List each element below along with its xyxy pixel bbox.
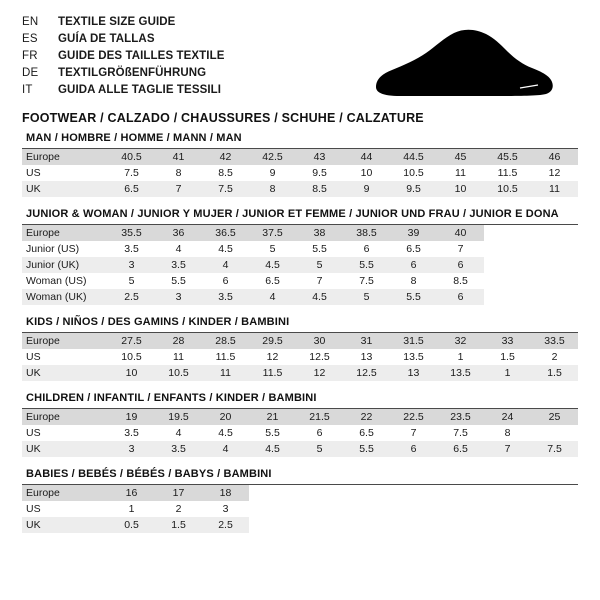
cell: 21 — [249, 409, 296, 425]
cell: 11 — [155, 349, 202, 365]
cell: 7 — [484, 441, 531, 457]
cell: 36.5 — [202, 225, 249, 241]
section-children — [22, 392, 578, 457]
cell: 11.5 — [484, 165, 531, 181]
cell: 1 — [437, 349, 484, 365]
cell: 2.5 — [108, 289, 155, 305]
cell: 6 — [390, 257, 437, 273]
cell: 9.5 — [296, 165, 343, 181]
cell: 35.5 — [108, 225, 155, 241]
cell: 12 — [249, 349, 296, 365]
cell — [249, 501, 296, 517]
cell — [484, 501, 531, 517]
row-label: US — [22, 349, 108, 365]
cell: 11 — [531, 181, 578, 197]
table-row — [22, 501, 578, 517]
row-label: US — [22, 425, 108, 441]
table-row — [22, 485, 578, 501]
row-label: Europe — [22, 485, 108, 501]
cell: 13 — [343, 349, 390, 365]
cell — [531, 225, 578, 241]
cell — [343, 501, 390, 517]
table-row — [22, 241, 578, 257]
cell — [484, 257, 531, 273]
size-table — [22, 225, 578, 305]
cell: 45.5 — [484, 149, 531, 165]
cell: 17 — [155, 485, 202, 501]
cell: 7 — [155, 181, 202, 197]
cell: 41 — [155, 149, 202, 165]
row-label: UK — [22, 441, 108, 457]
cell: 10 — [437, 181, 484, 197]
cell: 7.5 — [108, 165, 155, 181]
table-row — [22, 181, 578, 197]
cell: 11 — [437, 165, 484, 181]
cell: 3.5 — [108, 425, 155, 441]
cell: 6 — [343, 241, 390, 257]
cell: 3 — [108, 441, 155, 457]
cell — [484, 485, 531, 501]
cell: 10 — [108, 365, 155, 381]
cell: 5 — [343, 289, 390, 305]
cell: 9.5 — [390, 181, 437, 197]
cell: 22.5 — [390, 409, 437, 425]
section-title: JUNIOR & WOMAN / JUNIOR Y MUJER / JUNIOR ET FEMME / JUNIOR UND FRAU / JUNIOR E DONA — [22, 208, 578, 225]
cell: 24 — [484, 409, 531, 425]
cell: 20 — [202, 409, 249, 425]
cell: 13 — [390, 365, 437, 381]
document-header — [22, 14, 578, 125]
cell — [343, 485, 390, 501]
cell: 7.5 — [202, 181, 249, 197]
cell: 6.5 — [390, 241, 437, 257]
cell: 6 — [437, 257, 484, 273]
language-code: IT — [22, 84, 33, 96]
category-line: FOOTWEAR / CALZADO / CHAUSSURES / SCHUHE / CALZATURE — [22, 111, 424, 125]
section-man — [22, 132, 578, 197]
cell — [484, 225, 531, 241]
table-row — [22, 425, 578, 441]
cell: 11.5 — [249, 365, 296, 381]
cell: 12.5 — [343, 365, 390, 381]
row-label: Europe — [22, 225, 108, 241]
row-label: UK — [22, 181, 108, 197]
cell: 5.5 — [343, 257, 390, 273]
cell: 7 — [390, 425, 437, 441]
table-row — [22, 165, 578, 181]
cell: 6.5 — [343, 425, 390, 441]
cell: 4.5 — [202, 241, 249, 257]
cell: 12.5 — [296, 349, 343, 365]
cell — [531, 289, 578, 305]
cell: 7 — [437, 241, 484, 257]
cell: 7.5 — [343, 273, 390, 289]
section-title: MAN / HOMBRE / HOMME / MANN / MAN — [22, 132, 578, 149]
table-row — [22, 441, 578, 457]
cell — [390, 485, 437, 501]
table-row — [22, 333, 578, 349]
cell — [390, 517, 437, 533]
cell: 11 — [202, 365, 249, 381]
table-row — [22, 289, 578, 305]
cell: 39 — [390, 225, 437, 241]
language-code: EN — [22, 16, 39, 28]
cell: 38.5 — [343, 225, 390, 241]
size-table — [22, 333, 578, 381]
cell: 45 — [437, 149, 484, 165]
cell: 2.5 — [202, 517, 249, 533]
cell: 8.5 — [437, 273, 484, 289]
cell: 8 — [390, 273, 437, 289]
language-title: GUIDE DES TAILLES TEXTILE — [58, 50, 225, 62]
cell — [437, 517, 484, 533]
language-title: TEXTILE SIZE GUIDE — [58, 16, 176, 28]
language-code: FR — [22, 50, 38, 62]
cell — [484, 273, 531, 289]
table-row — [22, 365, 578, 381]
cell: 3.5 — [108, 241, 155, 257]
section-title: CHILDREN / INFANTIL / ENFANTS / KINDER / BAMBINI — [22, 392, 578, 409]
cell: 7 — [296, 273, 343, 289]
cell: 33 — [484, 333, 531, 349]
cell: 5.5 — [249, 425, 296, 441]
cell: 40.5 — [108, 149, 155, 165]
cell: 9 — [249, 165, 296, 181]
cell: 31.5 — [390, 333, 437, 349]
dress-shoe-icon — [370, 24, 560, 102]
row-label: US — [22, 501, 108, 517]
size-table — [22, 485, 578, 533]
cell: 5.5 — [390, 289, 437, 305]
cell: 10 — [343, 165, 390, 181]
cell: 22 — [343, 409, 390, 425]
cell: 4 — [249, 289, 296, 305]
cell: 6.5 — [108, 181, 155, 197]
cell — [296, 485, 343, 501]
cell: 21.5 — [296, 409, 343, 425]
cell: 1 — [484, 365, 531, 381]
cell: 1.5 — [155, 517, 202, 533]
cell: 46 — [531, 149, 578, 165]
cell: 4.5 — [296, 289, 343, 305]
cell — [484, 517, 531, 533]
cell: 12 — [296, 365, 343, 381]
language-title: GUÍA DE TALLAS — [58, 33, 155, 45]
cell: 42.5 — [249, 149, 296, 165]
cell: 28 — [155, 333, 202, 349]
cell: 7.5 — [437, 425, 484, 441]
row-label: Europe — [22, 149, 108, 165]
cell: 33.5 — [531, 333, 578, 349]
cell — [484, 241, 531, 257]
table-row — [22, 225, 578, 241]
cell: 30 — [296, 333, 343, 349]
cell: 6 — [296, 425, 343, 441]
cell: 13.5 — [437, 365, 484, 381]
cell: 8 — [484, 425, 531, 441]
cell: 3 — [155, 289, 202, 305]
cell: 29.5 — [249, 333, 296, 349]
cell: 0.5 — [108, 517, 155, 533]
cell: 5.5 — [296, 241, 343, 257]
cell: 10.5 — [108, 349, 155, 365]
cell: 5 — [296, 441, 343, 457]
cell: 3 — [202, 501, 249, 517]
cell: 38 — [296, 225, 343, 241]
cell: 28.5 — [202, 333, 249, 349]
cell: 4 — [202, 257, 249, 273]
cell: 32 — [437, 333, 484, 349]
cell: 37.5 — [249, 225, 296, 241]
cell: 4 — [155, 241, 202, 257]
language-title: GUIDA ALLE TAGLIE TESSILI — [58, 84, 222, 96]
section-babies — [22, 468, 578, 533]
cell — [531, 485, 578, 501]
cell: 8.5 — [202, 165, 249, 181]
cell — [437, 485, 484, 501]
cell: 2 — [155, 501, 202, 517]
cell: 4 — [202, 441, 249, 457]
size-sections — [22, 132, 578, 533]
cell — [343, 517, 390, 533]
cell: 5 — [296, 257, 343, 273]
cell: 7.5 — [531, 441, 578, 457]
cell: 44.5 — [390, 149, 437, 165]
cell: 3.5 — [155, 257, 202, 273]
row-label: Europe — [22, 333, 108, 349]
cell: 18 — [202, 485, 249, 501]
cell: 43 — [296, 149, 343, 165]
cell — [531, 257, 578, 273]
cell: 23.5 — [437, 409, 484, 425]
cell: 16 — [108, 485, 155, 501]
table-row — [22, 257, 578, 273]
cell — [296, 501, 343, 517]
row-label: Woman (UK) — [22, 289, 108, 305]
cell: 12 — [531, 165, 578, 181]
cell: 31 — [343, 333, 390, 349]
row-label: UK — [22, 517, 108, 533]
cell: 42 — [202, 149, 249, 165]
cell: 19 — [108, 409, 155, 425]
cell: 27.5 — [108, 333, 155, 349]
section-title: BABIES / BEBÉS / BÉBÉS / BABYS / BAMBINI — [22, 468, 578, 485]
table-row — [22, 349, 578, 365]
cell — [531, 517, 578, 533]
cell — [249, 517, 296, 533]
cell: 4 — [155, 425, 202, 441]
table-row — [22, 409, 578, 425]
row-label: Junior (UK) — [22, 257, 108, 273]
size-table — [22, 149, 578, 197]
cell: 3.5 — [155, 441, 202, 457]
cell: 3 — [108, 257, 155, 273]
cell: 10.5 — [155, 365, 202, 381]
language-code: ES — [22, 33, 38, 45]
cell: 6 — [202, 273, 249, 289]
cell — [531, 273, 578, 289]
cell — [437, 501, 484, 517]
cell — [390, 501, 437, 517]
section-title: KIDS / NIÑOS / DES GAMINS / KINDER / BAMBINI — [22, 316, 578, 333]
language-title: TEXTILGRÖßENFÜHRUNG — [58, 67, 207, 79]
cell: 5.5 — [343, 441, 390, 457]
cell: 5 — [249, 241, 296, 257]
cell: 2 — [531, 349, 578, 365]
cell: 6.5 — [437, 441, 484, 457]
cell: 1 — [108, 501, 155, 517]
row-label: UK — [22, 365, 108, 381]
cell: 8.5 — [296, 181, 343, 197]
section-kids — [22, 316, 578, 381]
cell — [484, 289, 531, 305]
cell: 8 — [249, 181, 296, 197]
cell: 9 — [343, 181, 390, 197]
cell: 6.5 — [249, 273, 296, 289]
cell: 10.5 — [484, 181, 531, 197]
table-row — [22, 149, 578, 165]
row-label: Junior (US) — [22, 241, 108, 257]
cell: 4.5 — [249, 257, 296, 273]
table-row — [22, 273, 578, 289]
cell: 11.5 — [202, 349, 249, 365]
cell: 1.5 — [531, 365, 578, 381]
cell: 8 — [155, 165, 202, 181]
cell: 1.5 — [484, 349, 531, 365]
size-table — [22, 409, 578, 457]
row-label: Europe — [22, 409, 108, 425]
cell — [296, 517, 343, 533]
row-label: US — [22, 165, 108, 181]
cell: 4.5 — [249, 441, 296, 457]
cell: 4.5 — [202, 425, 249, 441]
cell — [531, 501, 578, 517]
cell: 19.5 — [155, 409, 202, 425]
table-row — [22, 517, 578, 533]
cell — [531, 425, 578, 441]
cell: 5 — [108, 273, 155, 289]
cell: 6 — [437, 289, 484, 305]
cell: 10.5 — [390, 165, 437, 181]
cell: 36 — [155, 225, 202, 241]
row-label: Woman (US) — [22, 273, 108, 289]
cell: 44 — [343, 149, 390, 165]
cell: 40 — [437, 225, 484, 241]
cell: 25 — [531, 409, 578, 425]
section-junior-woman — [22, 208, 578, 305]
cell: 13.5 — [390, 349, 437, 365]
cell — [249, 485, 296, 501]
language-code: DE — [22, 67, 39, 79]
cell: 6 — [390, 441, 437, 457]
cell — [531, 241, 578, 257]
cell: 3.5 — [202, 289, 249, 305]
cell: 5.5 — [155, 273, 202, 289]
